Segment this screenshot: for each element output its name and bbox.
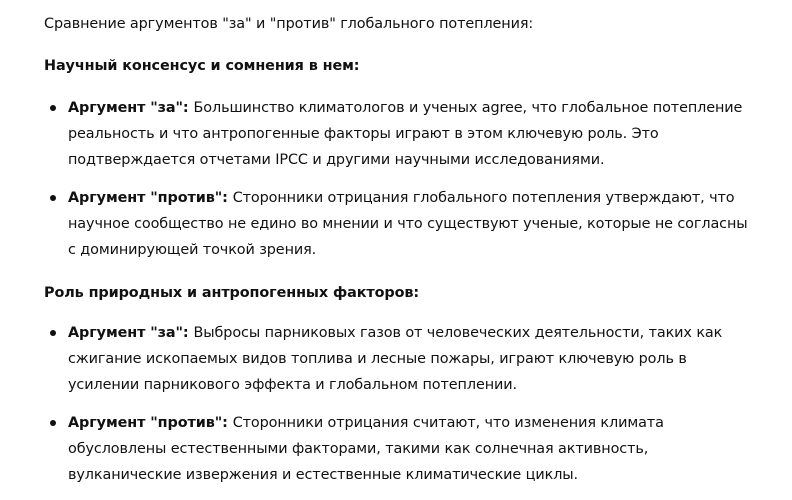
- argument-label: Аргумент "за":: [68, 100, 194, 116]
- list-item: [44, 95, 754, 173]
- bullet-dot-icon: [50, 105, 56, 111]
- argument-text: Сторонники отрицания глобального потепления утверждают, что научное сообщество не едино во мнении и что существуют ученые, которые не согласны с доминирующей точкой зрения.: [68, 190, 748, 258]
- intro-text: Сравнение аргументов "за" и "против" глобального потепления:: [44, 16, 534, 32]
- argument-label: Аргумент "против":: [68, 415, 233, 431]
- argument-text: Большинство климатологов и ученых agree, что глобальное потепление реальность и что антропогенные факторы играют в этом ключевую роль. Это подтверждается отчетами IPCC и другими научными исследованиями.: [68, 100, 743, 168]
- list-item: [44, 320, 754, 398]
- bullet-list-consensus: [44, 95, 754, 263]
- argument-label: Аргумент "против":: [68, 190, 233, 206]
- list-item: [44, 185, 754, 263]
- bullet-dot-icon: [50, 330, 56, 336]
- list-item: [44, 410, 754, 488]
- bullet-list-factors: [44, 320, 754, 488]
- argument-text: Выбросы парниковых газов от человеческих деятельности, таких как сжигание ископаемых видов топлива и лесные пожары, играют ключевую роль в усилении парникового эффекта и глобальном потеплении.: [68, 325, 723, 393]
- bullet-dot-icon: [50, 195, 56, 201]
- argument-text: Сторонники отрицания считают, что изменения климата обусловлены естественными факторами, такими как солнечная активность, вулканические извержения и естественные климатические циклы.: [68, 415, 664, 483]
- argument-label: Аргумент "за":: [68, 325, 194, 341]
- section-heading-consensus: Научный консенсус и сомнения в нем:: [44, 58, 360, 74]
- section-heading-factors: Роль природных и антропогенных факторов:: [44, 285, 420, 301]
- bullet-dot-icon: [50, 420, 56, 426]
